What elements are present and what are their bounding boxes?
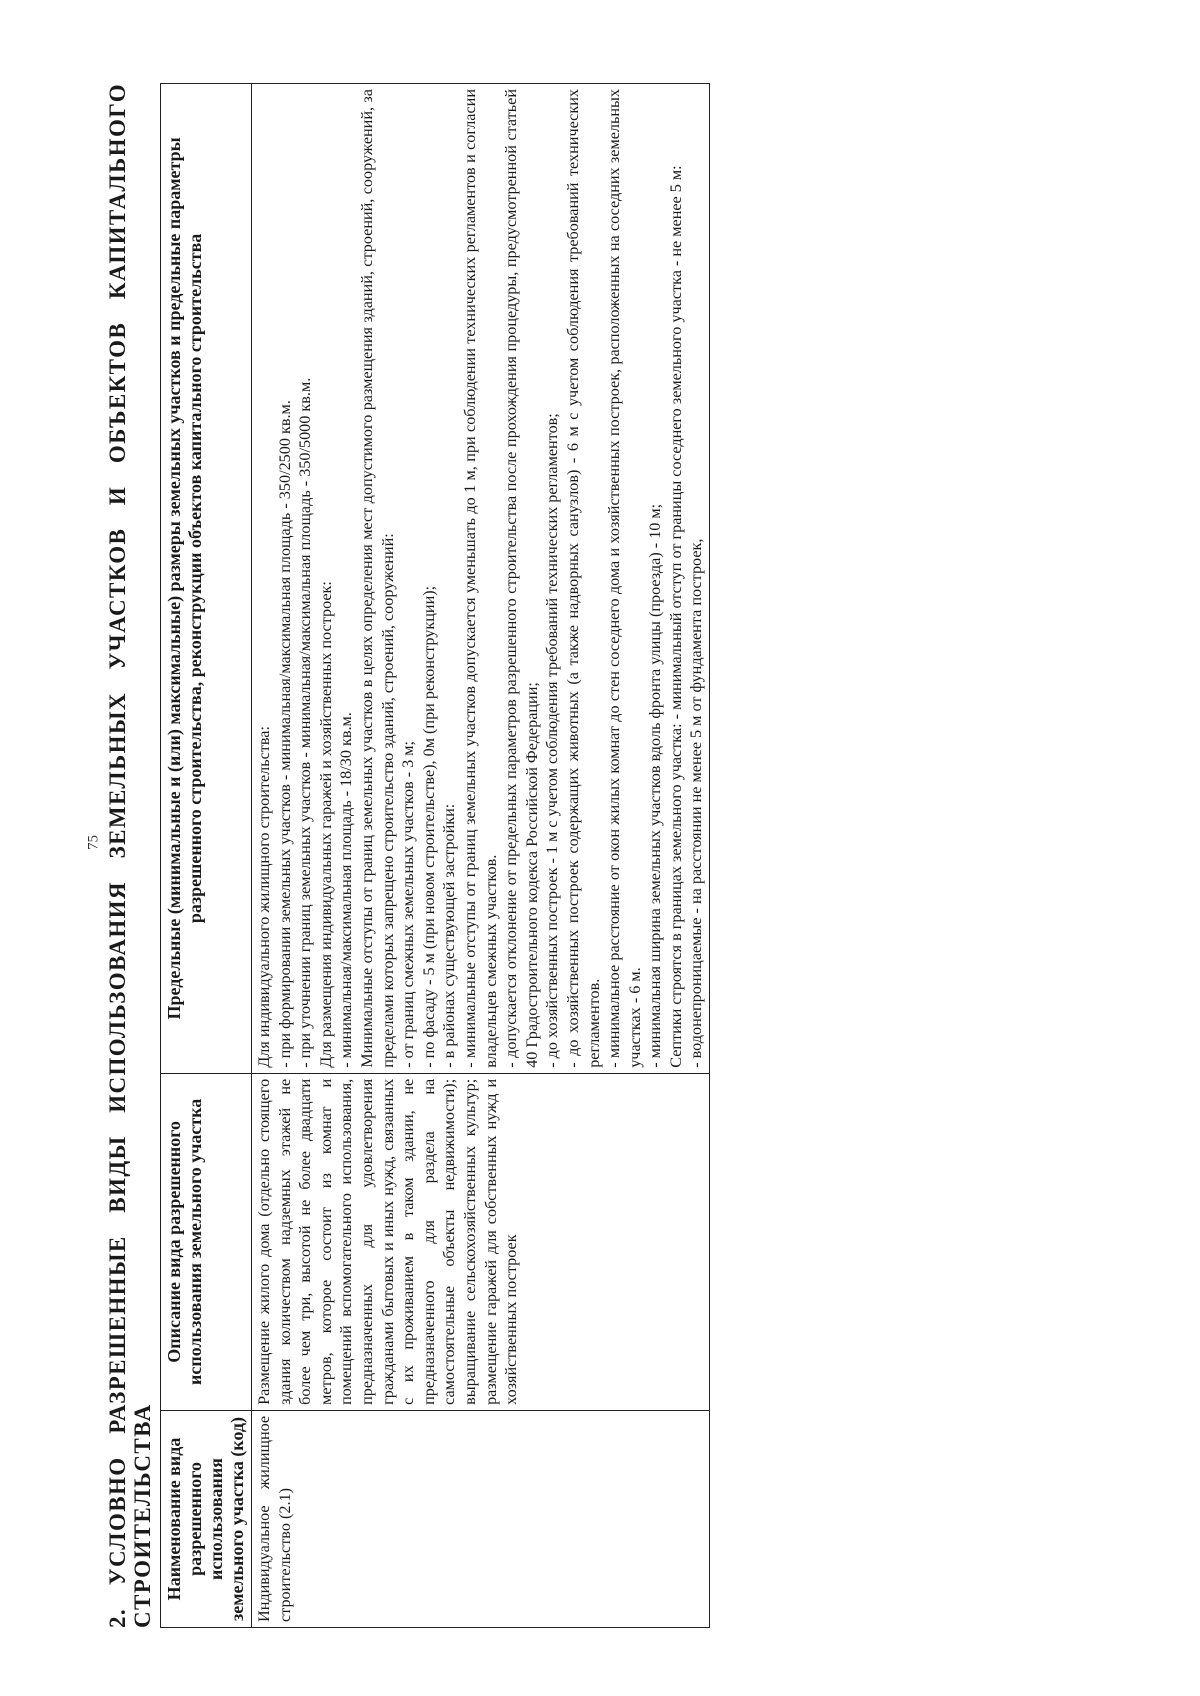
table-row xyxy=(252,84,710,1628)
param-line: - минимальная/максимальная площадь - 18/30 кв.м. xyxy=(337,712,356,1068)
cell-name: Индивидуальное жилищное строительство (2.1) xyxy=(252,1410,710,1627)
param-line: - минимальная ширина земельных участков вдоль фронта улицы (проезда) - 10 м; xyxy=(646,503,665,1068)
regulations-table xyxy=(160,83,710,1628)
param-line: - минимальное расстояние от окон жилых комнат до стен соседнего дома и хозяйственных построек, расположенных на соседних земельных участках - 6 м. xyxy=(605,89,644,1068)
param-line: - при уточнении границ земельных участков - минимальная/максимальная площадь - 350/5000 кв.м. xyxy=(296,377,315,1068)
param-line: Для размещения индивидуальных гаражей и хозяйственных построек: xyxy=(316,581,335,1068)
param-line: - до хозяйственных построек содержащих животных (а также надворных санузлов) - 6 м с учетом соблюдения требований технических регламентов. xyxy=(563,89,603,1068)
cell-description: Размещение жилого дома (отдельно стоящего здания количеством надземных этажей не более чем три, высотой не более двадцати метров, которое состоит из комнат и помещений вспомогательного использования, предназначенных для удовлетворения гражданами бытовых и иных нужд, связанных с их проживанием в таком здании, не предназначенного для раздела на самостоятельные объекты недвижимости); выращивание сельскохозяйственных культур; размещение гаражей для собственных нужд и хозяйственных построек xyxy=(252,1073,710,1410)
param-line: - от границ смежных земельных участков - 3 м; xyxy=(399,740,418,1068)
page-number: 75 xyxy=(85,835,102,850)
param-line: - в районах существующей застройки: xyxy=(440,803,459,1068)
param-line: - допускается отклонение от предельных параметров разрешенного строительства после прохождения процедуры, предусмотренной статьей 40 Градостроительного кодекса Российской Федерации; xyxy=(502,89,541,1068)
param-line: - водонепроницаемые - на расстоянии не менее 5 м от фундамента построек, xyxy=(687,538,706,1068)
param-line: - по фасаду - 5 м (при новом строительстве), 0м (при реконструкции); xyxy=(419,585,438,1068)
cell-parameters xyxy=(252,84,710,1074)
param-line: - минимальные отступы от границ земельных участков допускается уменьшать до 1 м, при соблюдении технических регламентов и согласии владельцев смежных участков. xyxy=(460,89,500,1068)
param-line: - при формировании земельных участков - минимальная/максимальная площадь - 350/2500 кв.м. xyxy=(275,400,294,1068)
param-line: Для индивидуального жилищного строительства: xyxy=(255,726,273,1068)
param-line: Минимальные отступы от границ земельных участков в целях определения мест допустимого размещения зданий, строений, сооружений, за пределами которых запрещено строительство зданий, строений, сооружений: xyxy=(357,89,397,1068)
header-parameters: Предельные (минимальные и (или) максимальные) размеры земельных участков и предельные параметры разрешенного строительства, реконструкции объектов капитального строительства xyxy=(161,84,252,1074)
table-header-row xyxy=(161,84,252,1628)
header-name: Наименование вида разрешенного использования земельного участка (код) xyxy=(161,1410,252,1627)
section-title: 2. УСЛОВНО РАЗРЕШЕННЫЕ ВИДЫ ИСПОЛЬЗОВАНИЯ ЗЕМЕЛЬНЫХ УЧАСТКОВ И ОБЪЕКТОВ КАПИТАЛЬНОГО СТРОИТЕЛЬСТВА xyxy=(105,83,155,1628)
param-line: - до хозяйственных построек - 1 м с учетом соблюдения требований технических регламентов; xyxy=(543,413,562,1068)
header-description: Описание вида разрешенного использования земельного участка xyxy=(161,1073,252,1410)
param-line: Септики строятся в границах земельного участка: - минимальный отступ от границы соседнего земельного участка - не менее 5 м: xyxy=(666,165,685,1068)
rotated-page-content xyxy=(105,83,1200,1628)
